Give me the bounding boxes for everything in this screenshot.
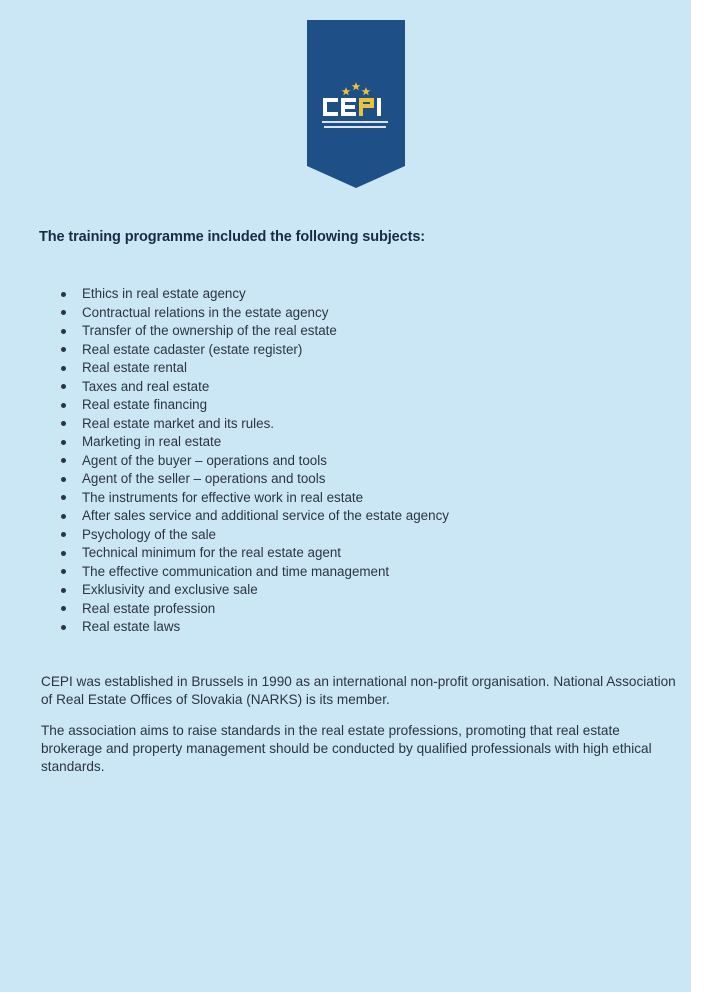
bullet-icon bbox=[61, 532, 66, 537]
bullet-icon bbox=[61, 551, 66, 556]
bullet-icon bbox=[61, 421, 66, 426]
bullet-icon bbox=[61, 458, 66, 463]
list-item: Real estate financing bbox=[58, 396, 449, 415]
bullet-icon bbox=[61, 440, 66, 445]
bullet-icon bbox=[61, 588, 66, 593]
bullet-icon bbox=[61, 366, 66, 371]
list-item: Real estate rental bbox=[58, 359, 449, 378]
list-item: Agent of the buyer – operations and tools bbox=[58, 452, 449, 471]
bullet-icon bbox=[61, 477, 66, 482]
list-item: Real estate cadaster (estate register) bbox=[58, 341, 449, 360]
list-item: The instruments for effective work in real estate bbox=[58, 489, 449, 508]
bullet-icon bbox=[61, 403, 66, 408]
list-item: Psychology of the sale bbox=[58, 526, 449, 545]
bullet-icon bbox=[61, 569, 66, 574]
cepi-logo-banner bbox=[307, 20, 405, 188]
list-item: Contractual relations in the estate agency bbox=[58, 304, 449, 323]
list-item: Real estate profession bbox=[58, 600, 449, 619]
bullet-icon bbox=[61, 625, 66, 630]
list-item: Exklusivity and exclusive sale bbox=[58, 581, 449, 600]
association-aims-paragraph: The association aims to raise standards in the real estate professions, promoting that real estate brokerage and property management should be conducted by qualified professionals with high ethical standards. bbox=[41, 723, 652, 774]
subjects-heading: The training programme included the following subjects: bbox=[39, 229, 426, 245]
bullet-icon bbox=[61, 495, 66, 500]
bullet-icon bbox=[61, 329, 66, 334]
list-item: Taxes and real estate bbox=[58, 378, 449, 397]
list-item: Real estate laws bbox=[58, 618, 449, 637]
bullet-icon bbox=[61, 292, 66, 297]
subjects-list bbox=[58, 285, 449, 637]
bullet-icon bbox=[61, 347, 66, 352]
list-item: The effective communication and time management bbox=[58, 563, 449, 582]
list-item: Real estate market and its rules. bbox=[58, 415, 449, 434]
list-item: After sales service and additional service of the estate agency bbox=[58, 507, 449, 526]
bullet-icon bbox=[61, 384, 66, 389]
bullet-icon bbox=[61, 310, 66, 315]
list-item: Ethics in real estate agency bbox=[58, 285, 449, 304]
list-item: Technical minimum for the real estate agent bbox=[58, 544, 449, 563]
list-item: Marketing in real estate bbox=[58, 433, 449, 452]
bullet-icon bbox=[61, 606, 66, 611]
list-item: Transfer of the ownership of the real estate bbox=[58, 322, 449, 341]
list-item: Agent of the seller – operations and tools bbox=[58, 470, 449, 489]
cepi-history-paragraph: CEPI was established in Brussels in 1990 as an international non-profit organisation. National Association of Real Estate Offices of Slovakia (NARKS) is its member. bbox=[41, 674, 676, 707]
bullet-icon bbox=[61, 514, 66, 519]
